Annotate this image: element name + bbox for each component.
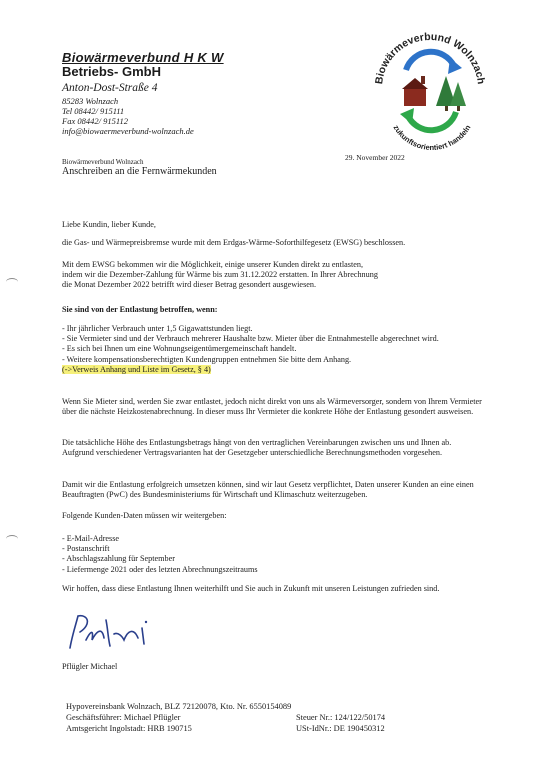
email: info@biowaermeverbund-wolnzach.de	[62, 126, 194, 136]
paragraph-data-transfer: Damit wir die Entlastung erfolgreich umsetzen können, sind wir laut Gesetz verpflichtet, Daten unserer Kunden an eine einen Beauftragten (PwC) des Bundesministeriums für Wirtschaft und Klimaschutz weiterzugeben.	[62, 480, 474, 500]
logo-arc-bottom: zukunftsorientiert handeln	[391, 123, 473, 152]
list-item: - Ihr jährlicher Verbrauch unter 1,5 Gigawattstunden liegt.	[62, 324, 253, 333]
company-subtitle: Betriebs- GmbH	[62, 64, 161, 79]
list-item: - Es sich bei Ihnen um eine Wohnungseigentümergemeinschaft handelt.	[62, 344, 297, 354]
footer-ceo: Geschäftsführer: Michael Pflügler	[66, 713, 181, 722]
footer-vat: USt-IdNr.: DE 190450312	[296, 724, 385, 733]
paragraph-closing: Wir hoffen, dass diese Entlastung Ihnen weiterhilft und Sie auch in Zukunft mit unseren Leistungen zufrieden sind.	[62, 584, 440, 593]
paragraph-amount: Die tatsächliche Höhe des Entlastungsbetrags hängt von den vertraglichen Vereinbarungen zwischen uns und Ihnen ab. Aufgrund verschiedener Vertragsvarianten hat der Gesetzgeber unterschiedliche Berechnungsmethoden vorgesehen.	[62, 438, 452, 458]
phone: Tel 08442/ 915111	[62, 106, 125, 116]
punch-mark	[6, 535, 18, 543]
company-logo	[366, 22, 494, 152]
conditions-list	[62, 324, 482, 375]
house-icon	[402, 76, 428, 106]
footer-tax: Steuer Nr.: 124/122/50174	[296, 713, 386, 722]
tree-icon	[436, 76, 466, 111]
list-item: - Sie Vermieter sind und der Verbrauch mehrerer Haushalte bzw. Mieter über die Entnahmestelle abgerechnet wird.	[62, 334, 439, 344]
paragraph-ewsg: Mit dem EWSG bekommen wir die Möglichkeit, einige unserer Kunden direkt zu entlasten, indem wir die Dezember-Zahlung für Wärme bis zum 31.12.2022 erstatten. In Ihrer Abrechnung die Monat Dezember 2022 betrifft wird dieser Betrag gesondert ausgewiesen.	[62, 260, 378, 290]
footer-right	[296, 712, 436, 734]
list-item: - Weitere kompensationsberechtigten Kundengruppen entnehmen Sie bitte dem Anhang.	[62, 354, 352, 364]
return-address: Biowärmeverbund Wolnzach	[62, 158, 144, 166]
logo-arc-top: Biowärmeverbund Wolnzach	[373, 30, 487, 85]
company-name: Biowärmeverbund H K W	[62, 50, 224, 65]
list-item: - Abschlagszahlung für September	[62, 554, 176, 564]
footer-court: Amtsgericht Ingolstadt: HRB 190715	[66, 724, 192, 733]
footer-bank: Hypovereinsbank Wolnzach, BLZ 72120078, Kto. Nr. 6550154089	[66, 702, 292, 711]
letter-date: 29. November 2022	[345, 153, 405, 162]
street-address: Anton-Dost-Straße 4	[62, 82, 158, 94]
recipient: Anschreiben an die Fernwärmekunden	[62, 166, 217, 177]
highlighted-reference: (->Verweis Anhang und Liste im Gesetz, § 4)	[62, 364, 211, 374]
arrow-return-icon	[408, 112, 456, 130]
conditions-heading: Sie sind von der Entlastung betroffen, wenn:	[62, 305, 218, 314]
list-item: - Liefermenge 2021 oder des letzten Abrechnungszeitraums	[62, 564, 258, 574]
paragraph-data-list-intro: Folgende Kunden-Daten müssen wir weitergeben:	[62, 511, 227, 520]
list-item: - E-Mail-Adresse	[62, 534, 120, 543]
punch-mark	[6, 278, 18, 286]
handwritten-signature	[62, 610, 172, 654]
data-list	[62, 534, 482, 575]
arrow-icon	[406, 52, 454, 70]
city: 85283 Wolnzach	[62, 96, 119, 106]
svg-text:Biowärmeverbund Wolnzach	[373, 31, 487, 85]
paragraph-intro: die Gas- und Wärmepreisbremse wurde mit dem Erdgas-Wärme-Soforthilfegesetz (EWSG) beschlossen.	[62, 238, 406, 247]
paragraph-tenants: Wenn Sie Mieter sind, werden Sie zwar entlastet, jedoch nicht direkt von uns als Wärmeversorger, sondern von Ihrem Vermieter über die nächste Heizkostenabrechnung. In dieser muss Ihr Vermieter die konkrete Höhe der Entlastung gesondert ausweisen.	[62, 397, 482, 417]
list-item: - Postanschrift	[62, 544, 110, 554]
salutation: Liebe Kundin, lieber Kunde,	[62, 220, 156, 229]
fax: Fax 08442/ 915112	[62, 116, 128, 126]
signature-name: Pflügler Michael	[62, 662, 118, 671]
